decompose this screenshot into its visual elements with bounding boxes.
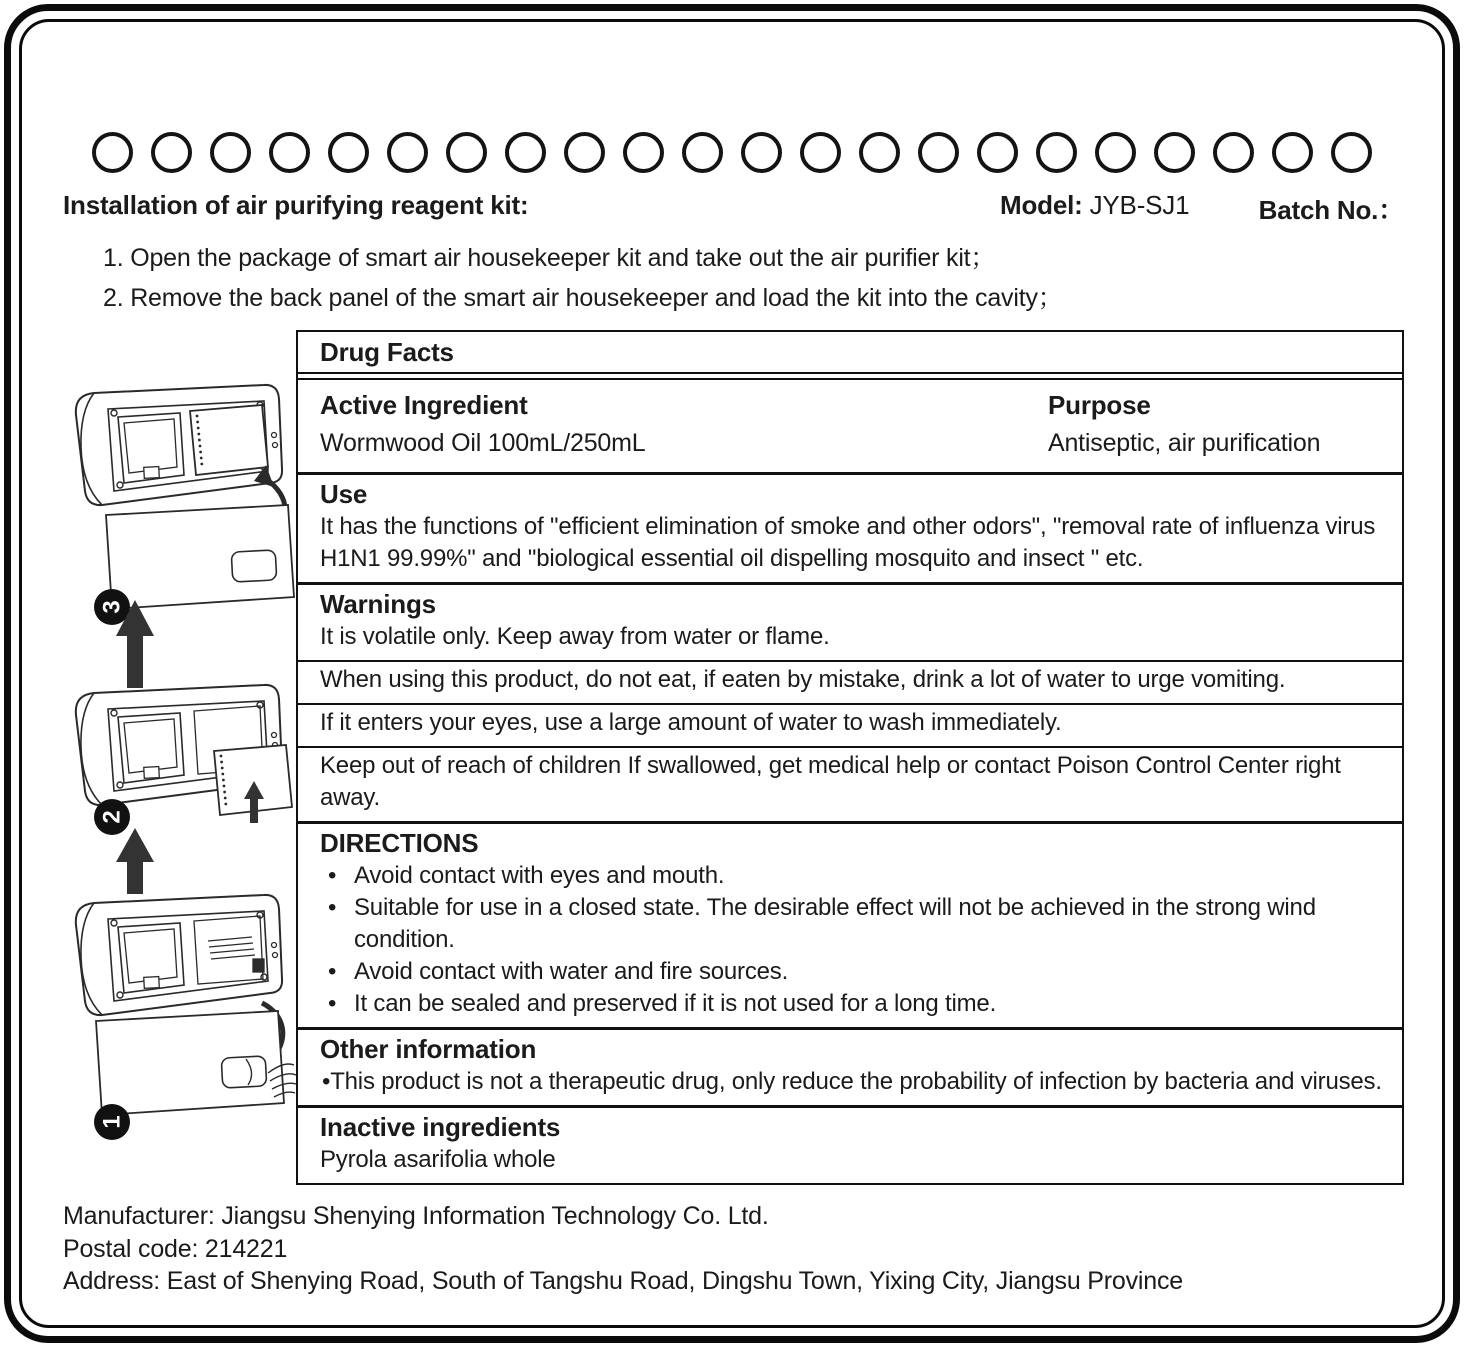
batch-label: Batch No.： — [1258, 195, 1404, 225]
perforation-hole — [505, 132, 546, 173]
warning-text-3: Keep out of reach of children If swallowed, get medical help or contact Poison Control Center right away. — [320, 752, 1341, 811]
drug-facts-title: Drug Facts — [320, 337, 454, 367]
model-label: Model: — [1000, 190, 1083, 220]
perforation-hole — [682, 132, 723, 173]
address-line: Address: East of Shenying Road, South of Tangshu Road, Dingshu Town, Yixing City, Jiangsu Province — [63, 1267, 1183, 1295]
perforation-hole — [977, 132, 1018, 173]
perforation-hole — [741, 132, 782, 173]
bullet-icon: • — [328, 862, 337, 889]
bullet-icon: • — [328, 958, 337, 985]
directions-label: DIRECTIONS — [320, 828, 479, 858]
perforation-hole — [800, 132, 841, 173]
active-ingredient-row — [298, 380, 1402, 472]
warnings-label: Warnings — [320, 589, 436, 619]
direction-text-4: It can be sealed and preserved if it is not used for a long time. — [354, 990, 997, 1017]
perforation-hole — [564, 132, 605, 173]
manufacturer-line: Manufacturer: Jiangsu Shenying Information Technology Co. Ltd. — [63, 1202, 769, 1230]
warning-row-3 — [298, 746, 1402, 821]
perforation-hole — [387, 132, 428, 173]
use-label: Use — [320, 479, 368, 509]
warning-text-2: If it enters your eyes, use a large amount of water to wash immediately. — [320, 709, 1062, 736]
warning-row-1 — [298, 660, 1402, 703]
page-title: Installation of air purifying reagent kit: — [63, 190, 529, 220]
direction-text-1: Avoid contact with eyes and mouth. — [354, 862, 725, 889]
diagram-step-3 — [76, 385, 294, 609]
perforation-hole — [918, 132, 959, 173]
direction-item — [320, 892, 1382, 956]
inactive-ingredients-section — [298, 1105, 1402, 1183]
active-ingredient-label: Active Ingredient — [320, 390, 528, 420]
drug-facts-table — [296, 330, 1404, 1185]
perforation-hole — [446, 132, 487, 173]
perforation-hole — [1331, 132, 1372, 173]
direction-item — [320, 956, 1382, 988]
direction-text-3: Avoid contact with water and fire sources. — [354, 958, 789, 985]
other-information-section — [298, 1027, 1402, 1105]
installation-steps — [103, 238, 1063, 318]
other-information-label: Other information — [320, 1034, 537, 1064]
header-double-rule — [298, 372, 1402, 380]
purpose-value: Antiseptic, air purification — [1048, 429, 1321, 457]
perforation-hole — [210, 132, 251, 173]
purpose-cell — [1048, 386, 1382, 462]
up-arrow-icon — [116, 828, 154, 894]
perforation-hole — [151, 132, 192, 173]
active-ingredient-cell — [320, 386, 1048, 462]
perforation-hole — [1095, 132, 1136, 173]
model-batch-line — [1000, 190, 1404, 227]
bullet-icon: • — [328, 894, 337, 921]
perforation-hole — [328, 132, 369, 173]
perforation-hole — [92, 132, 133, 173]
direction-text-2: Suitable for use in a closed state. The desirable effect will not be achieved in the strong wind condition. — [354, 894, 1316, 953]
perforation-hole — [859, 132, 900, 173]
use-text: It has the functions of "efficient elimination of smoke and other odors", "removal rate of influenza virus H1N1 99.99%" and "biological essential oil dispelling mosquito and insect " etc. — [320, 513, 1376, 572]
step-badge-3-number: 3 — [98, 600, 126, 614]
active-ingredient-value: Wormwood Oil 100mL/250mL — [320, 429, 646, 457]
diagram-step-1 — [76, 895, 296, 1115]
model-value: JYB-SJ1 — [1089, 190, 1190, 220]
bullet-icon: • — [328, 990, 337, 1017]
step-badge-1-number: 1 — [98, 1115, 126, 1129]
inactive-ingredients-value: Pyrola asarifolia whole — [320, 1146, 556, 1173]
use-section — [298, 472, 1402, 582]
postal-code-line: Postal code: 214221 — [63, 1234, 288, 1263]
perforation-hole — [1036, 132, 1077, 173]
perforation-hole — [623, 132, 664, 173]
inactive-ingredients-label: Inactive ingredients — [320, 1112, 561, 1142]
perforation-hole — [1213, 132, 1254, 173]
installation-step-2: 2. Remove the back panel of the smart air housekeeper and load the kit into the cavity； — [103, 284, 1063, 312]
installation-step-1: 1. Open the package of smart air housekeeper kit and take out the air purifier kit； — [103, 244, 996, 272]
warning-row-2 — [298, 703, 1402, 746]
direction-item — [320, 860, 1382, 892]
warnings-section — [298, 582, 1402, 660]
purpose-label: Purpose — [1048, 390, 1151, 420]
direction-item — [320, 988, 1382, 1020]
manufacturer-block — [63, 1200, 1183, 1298]
step-badge-2-number: 2 — [98, 810, 126, 824]
warning-text-1: When using this product, do not eat, if eaten by mistake, drink a lot of water to urge vomiting. — [320, 666, 1286, 693]
warnings-text: It is volatile only. Keep away from water or flame. — [320, 623, 830, 650]
model-field — [1000, 190, 1189, 227]
other-information-text: •This product is not a therapeutic drug, only reduce the probability of infection by bacteria and viruses. — [322, 1068, 1382, 1095]
directions-section — [298, 821, 1402, 1027]
perforation-row — [92, 132, 1372, 173]
perforation-hole — [1154, 132, 1195, 173]
perforation-hole — [1272, 132, 1313, 173]
installation-diagrams — [58, 378, 300, 1196]
perforation-hole — [269, 132, 310, 173]
